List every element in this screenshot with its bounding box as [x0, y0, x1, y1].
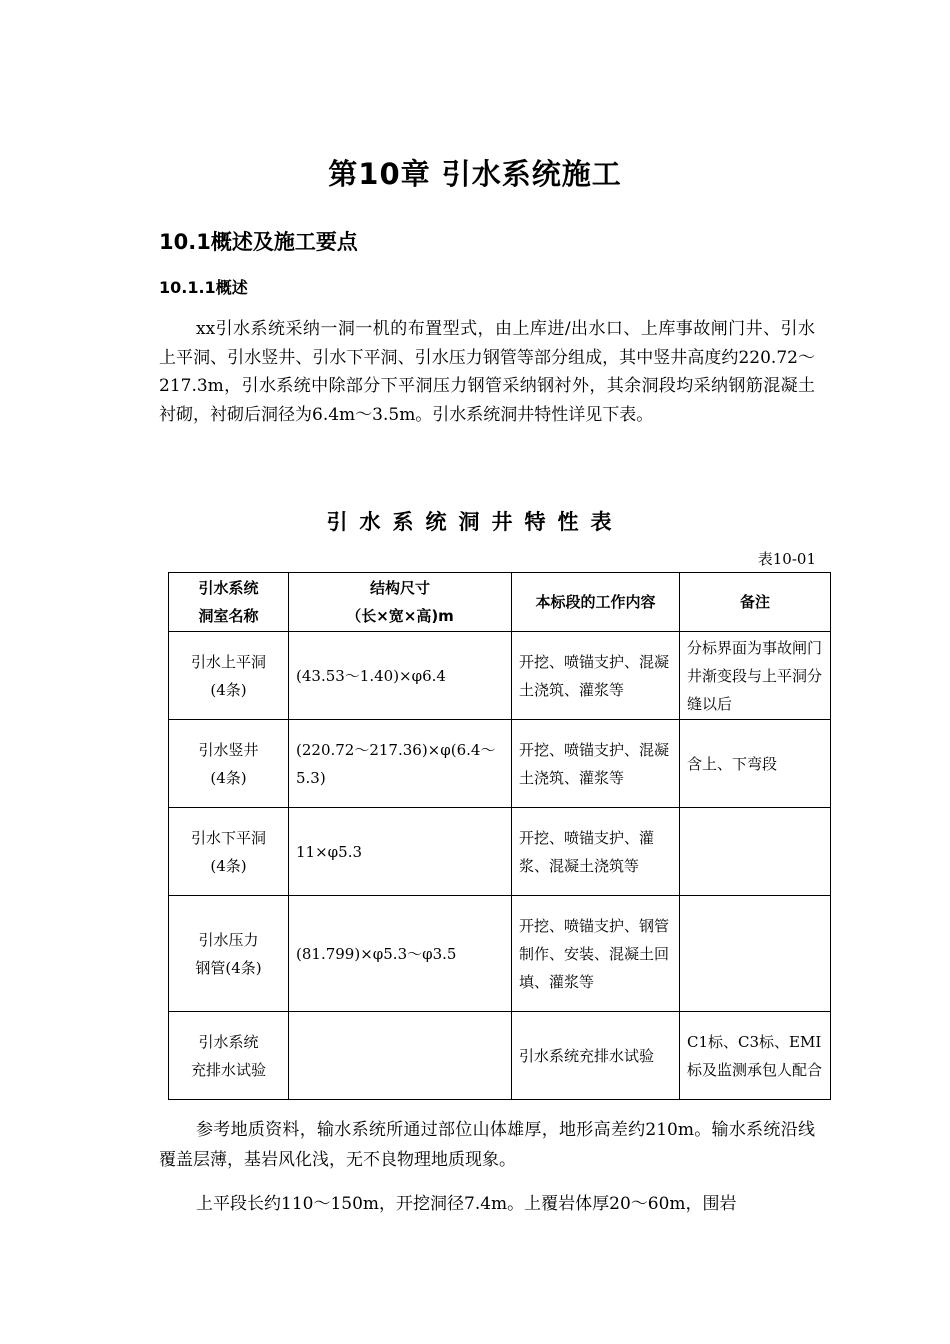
cell-structure-size: 11×φ5.3: [289, 808, 512, 896]
table-row: [169, 1012, 831, 1100]
cell-work-content: 开挖、喷锚支护、灌浆、混凝土浇筑等: [512, 808, 680, 896]
header-cavern-name: [169, 573, 289, 632]
cavern-name-line2: 钢管(4条): [195, 958, 262, 977]
cell-work-content: 开挖、喷锚支护、钢管制作、安装、混凝土回填、灌浆等: [512, 896, 680, 1012]
header-structure-size-line1: 结构尺寸: [369, 579, 430, 597]
cell-structure-size: (220.72～217.36)×φ(6.4～5.3): [289, 720, 512, 808]
table-title: 引水系统洞井特性表: [326, 510, 624, 534]
cavern-name-line1: 引水压力: [198, 930, 259, 949]
cavern-name-line2: 充排水试验: [190, 1060, 266, 1079]
header-cavern-name-line1: 引水系统: [198, 579, 259, 597]
cavern-name-line2: (4条): [210, 680, 247, 699]
header-work-content: 本标段的工作内容: [512, 573, 680, 632]
tunnel-shaft-characteristics-table: [168, 572, 831, 1100]
cell-structure-size: (81.799)×φ5.3～φ3.5: [289, 896, 512, 1012]
cavern-name-line2: (4条): [210, 856, 247, 875]
cavern-name-line2: (4条): [210, 768, 247, 787]
cell-structure-size: [289, 1012, 512, 1100]
section-title: 10.1概述及施工要点: [159, 230, 358, 254]
header-cavern-name-line2: 洞室名称: [198, 607, 259, 625]
table-row: [169, 808, 831, 896]
cell-structure-size: (43.53～1.40)×φ6.4: [289, 632, 512, 720]
cavern-name-line1: 引水竖井: [198, 740, 259, 759]
header-structure-size: [289, 573, 512, 632]
table-header-row: [169, 573, 831, 632]
cell-work-content: 引水系统充排水试验: [512, 1012, 680, 1100]
cavern-name-line1: 引水下平洞: [190, 828, 266, 847]
cell-remark: 分标界面为事故闸门井渐变段与上平洞分缝以后: [680, 632, 831, 720]
cell-cavern-name: [169, 632, 289, 720]
chapter-title: 第10章 引水系统施工: [328, 157, 622, 191]
table-number: 表10-01: [757, 550, 816, 568]
header-structure-size-line2: （长×宽×高)m: [346, 607, 454, 625]
cavern-name-line1: 引水系统: [198, 1032, 259, 1051]
cell-cavern-name: [169, 808, 289, 896]
subsection-title: 10.1.1概述: [159, 278, 248, 297]
table-row: [169, 896, 831, 1012]
cell-remark: 含上、下弯段: [680, 720, 831, 808]
cell-cavern-name: [169, 720, 289, 808]
cell-cavern-name: [169, 896, 289, 1012]
cell-remark: C1标、C3标、EMI标及监测承包人配合: [680, 1012, 831, 1100]
table-row: [169, 720, 831, 808]
cell-remark: [680, 808, 831, 896]
cell-remark: [680, 896, 831, 1012]
geology-paragraph: 参考地质资料，输水系统所通过部位山体雄厚，地形高差约210m。输水系统沿线覆盖层薄，基岩风化浅，无不良物理地质现象。: [159, 1120, 815, 1170]
upper-section-paragraph: 上平段长约110～150m，开挖洞径7.4m。上覆岩体厚20～60m，围岩: [196, 1194, 737, 1214]
cell-work-content: 开挖、喷锚支护、混凝土浇筑、灌浆等: [512, 720, 680, 808]
cell-cavern-name: [169, 1012, 289, 1100]
overview-paragraph: xx引水系统采纳一洞一机的布置型式，由上库进/出水口、上库事故闸门井、引水上平洞、引水竖井、引水下平洞、引水压力钢管等部分组成，其中竖井高度约220.72～217.3m，引水系统中除部分下平洞压力钢管采纳钢衬外，其余洞段均采纳钢筋混凝土衬砌，衬砌后洞径为6.4m～3.5m。引水系统洞井特性详见下表。: [159, 319, 815, 425]
cavern-name-line1: 引水上平洞: [190, 652, 266, 671]
header-remark: 备注: [680, 573, 831, 632]
cell-work-content: 开挖、喷锚支护、混凝土浇筑、灌浆等: [512, 632, 680, 720]
table-row: [169, 632, 831, 720]
